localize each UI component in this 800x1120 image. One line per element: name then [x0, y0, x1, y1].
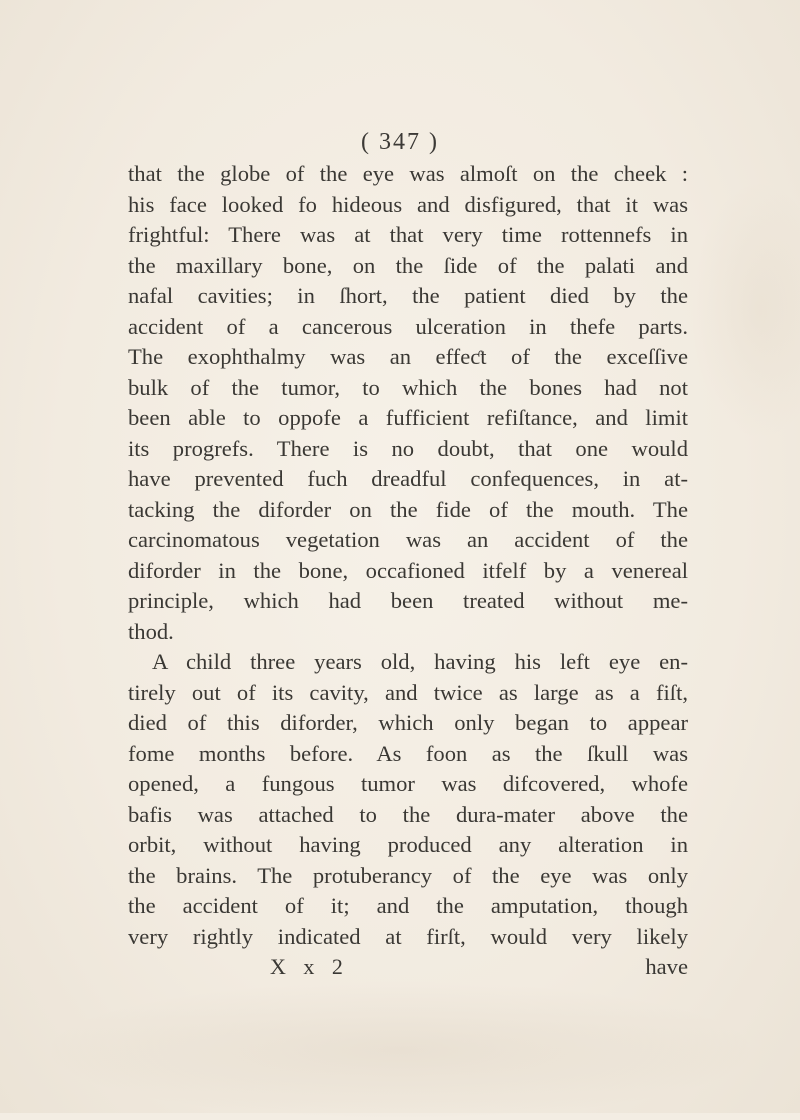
text-line: A child three years old, having his left eye en- — [152, 649, 688, 674]
text-line: tirely out of its cavity, and twice as large as a fiſt, — [128, 679, 688, 705]
text-line: its progrefs. There is no doubt, that one would — [128, 435, 688, 461]
page-number: ( 347 ) — [361, 129, 439, 155]
text-line: have prevented fuch dreadful confequences, in at- — [128, 466, 688, 491]
body-text — [128, 159, 688, 983]
text-line: been able to oppofe a fufficient refiſtance, and limit — [128, 405, 688, 430]
text-line: thod. — [128, 618, 174, 644]
signature-mark: X x 2 — [270, 954, 349, 979]
text-line: The exophthalmy was an effeƈt of the exceſſive — [128, 344, 688, 369]
text-line: very rightly indicated at firſt, would very likely — [128, 923, 688, 949]
text-line: tacking the diforder on the fide of the mouth. The — [128, 496, 688, 522]
paper-stain — [40, 980, 760, 1120]
text-line: nafal cavities; in ſhort, the patient died by the — [128, 283, 688, 308]
text-line: accident of a cancerous ulceration in thefe parts. — [128, 313, 688, 339]
text-line: bulk of the tumor, to which the bones had not — [128, 374, 688, 400]
text-line: the accident of it; and the amputation, though — [128, 893, 688, 918]
text-line: principle, which had been treated without me- — [128, 588, 688, 613]
text-line: died of this diforder, which only began to appear — [128, 710, 688, 735]
text-line: diforder in the bone, occafioned itfelf by a venereal — [128, 557, 688, 583]
catchword: have — [645, 954, 688, 979]
text-line: that the globe of the eye was almoſt on the cheek : — [128, 161, 688, 186]
paper-stain — [690, 180, 800, 440]
footer-line — [128, 952, 688, 983]
text-line: carcinomatous vegetation was an accident of the — [128, 527, 688, 552]
text-line: frightful: There was at that very time rottennefs in — [128, 222, 688, 247]
text-line: bafis was attached to the dura-mater above the — [128, 801, 688, 827]
text-line: the maxillary bone, on the ſide of the palati and — [128, 252, 688, 278]
text-line: opened, a fungous tumor was difcovered, whofe — [128, 771, 688, 796]
text-line: the brains. The protuberancy of the eye was only — [128, 862, 688, 888]
text-line: his face looked fo hideous and disfigured, that it was — [128, 191, 688, 217]
text-line: orbit, without having produced any alteration in — [128, 832, 688, 857]
text-line: fome months before. As foon as the ſkull was — [128, 740, 688, 766]
